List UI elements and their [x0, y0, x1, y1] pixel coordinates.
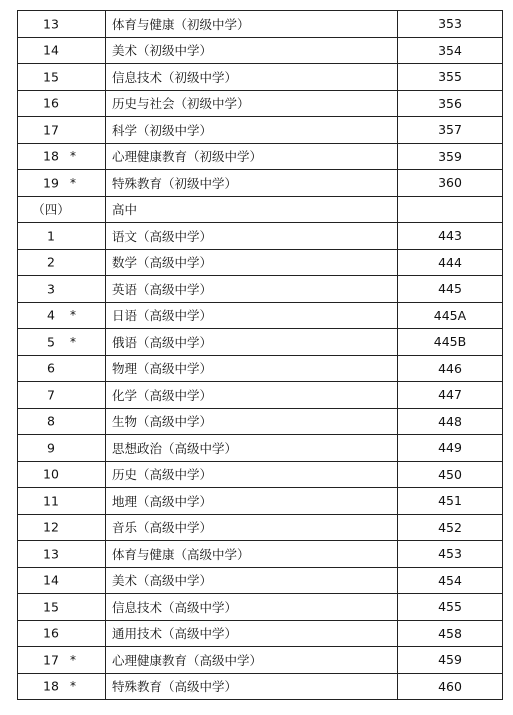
row-number-cell [18, 382, 106, 409]
table-row [18, 302, 503, 329]
row-number-cell [18, 435, 106, 462]
row-number: 7 [47, 387, 55, 403]
subject-name: 英语（高级中学） [106, 276, 398, 303]
row-number: 15 [43, 599, 59, 615]
table-row [18, 90, 503, 117]
row-number-cell [18, 620, 106, 647]
row-number-cell [18, 461, 106, 488]
table-row [18, 408, 503, 435]
row-number: 12 [43, 519, 59, 535]
subject-name: 信息技术（初级中学） [106, 64, 398, 91]
subject-code: 452 [398, 514, 503, 541]
subject-code: 359 [398, 143, 503, 170]
subject-code: 449 [398, 435, 503, 462]
row-number-cell [18, 117, 106, 144]
subject-name: 数学（高级中学） [106, 249, 398, 276]
row-number-cell [18, 594, 106, 621]
subject-code: 454 [398, 567, 503, 594]
subject-name: 体育与健康（高级中学） [106, 541, 398, 568]
row-number-cell [18, 541, 106, 568]
table-row [18, 249, 503, 276]
row-number-cell [18, 514, 106, 541]
subject-code: 455 [398, 594, 503, 621]
table-row [18, 461, 503, 488]
row-number: 18 [43, 678, 59, 694]
subject-code: 360 [398, 170, 503, 197]
row-number: 9 [47, 440, 55, 456]
row-number-cell [18, 90, 106, 117]
row-number: 10 [43, 466, 59, 482]
row-number: 11 [43, 493, 59, 509]
row-number: 16 [43, 95, 59, 111]
subject-name: 地理（高级中学） [106, 488, 398, 515]
subject-name: 历史与社会（初级中学） [106, 90, 398, 117]
table-row [18, 223, 503, 250]
subject-name: 体育与健康（初级中学） [106, 11, 398, 38]
row-number-cell [18, 143, 106, 170]
subject-code: 451 [398, 488, 503, 515]
subject-name: 心理健康教育（高级中学） [106, 647, 398, 674]
subject-code: 356 [398, 90, 503, 117]
table-row [18, 170, 503, 197]
row-number: 4 [47, 307, 55, 323]
subject-code: 355 [398, 64, 503, 91]
row-number-cell [18, 567, 106, 594]
table-row [18, 64, 503, 91]
row-number: 5 [47, 334, 55, 350]
subject-name: 思想政治（高级中学） [106, 435, 398, 462]
row-number: 14 [43, 42, 59, 58]
table-body [18, 11, 503, 700]
asterisk-mark: * [70, 679, 76, 694]
row-number: （四） [32, 202, 70, 218]
subject-code: 443 [398, 223, 503, 250]
row-number: 8 [47, 413, 55, 429]
table-row [18, 594, 503, 621]
row-number-cell [18, 223, 106, 250]
row-number: 1 [47, 228, 55, 244]
table-row [18, 647, 503, 674]
table-row [18, 673, 503, 700]
table-row [18, 37, 503, 64]
subject-code: 445B [398, 329, 503, 356]
subject-code: 453 [398, 541, 503, 568]
row-number-cell [18, 355, 106, 382]
row-number-cell [18, 488, 106, 515]
row-number-cell [18, 647, 106, 674]
row-number-cell [18, 11, 106, 38]
subject-name: 科学（初级中学） [106, 117, 398, 144]
subject-code: 458 [398, 620, 503, 647]
subject-code: 459 [398, 647, 503, 674]
row-number: 17 [43, 122, 59, 138]
row-number: 6 [47, 360, 55, 376]
subject-name: 通用技术（高级中学） [106, 620, 398, 647]
row-number-cell [18, 64, 106, 91]
table-row [18, 196, 503, 223]
subject-name: 生物（高级中学） [106, 408, 398, 435]
subject-name: 美术（初级中学） [106, 37, 398, 64]
table-row [18, 488, 503, 515]
subject-code: 445 [398, 276, 503, 303]
subject-code: 446 [398, 355, 503, 382]
subject-name: 语文（高级中学） [106, 223, 398, 250]
subject-name: 特殊教育（高级中学） [106, 673, 398, 700]
row-number: 13 [43, 16, 59, 32]
subject-code: 445A [398, 302, 503, 329]
row-number: 17 [43, 652, 59, 668]
table-row [18, 276, 503, 303]
row-number: 18 [43, 148, 59, 164]
subject-name: 高中 [106, 196, 398, 223]
subject-name: 日语（高级中学） [106, 302, 398, 329]
row-number: 16 [43, 625, 59, 641]
subject-code: 460 [398, 673, 503, 700]
table-row [18, 117, 503, 144]
table-row [18, 567, 503, 594]
subject-name: 物理（高级中学） [106, 355, 398, 382]
table-row [18, 541, 503, 568]
row-number-cell [18, 170, 106, 197]
subject-code: 444 [398, 249, 503, 276]
subject-name: 俄语（高级中学） [106, 329, 398, 356]
subject-name: 音乐（高级中学） [106, 514, 398, 541]
subject-code-table [17, 10, 503, 700]
row-number-cell [18, 329, 106, 356]
subject-name: 美术（高级中学） [106, 567, 398, 594]
subject-name: 心理健康教育（初级中学） [106, 143, 398, 170]
subject-code: 450 [398, 461, 503, 488]
table-row [18, 435, 503, 462]
table-row [18, 620, 503, 647]
asterisk-mark: * [70, 334, 76, 349]
asterisk-mark: * [70, 308, 76, 323]
table-row [18, 329, 503, 356]
row-number-cell [18, 302, 106, 329]
row-number-cell [18, 196, 106, 223]
row-number-cell [18, 249, 106, 276]
asterisk-mark: * [70, 175, 76, 190]
table-row [18, 514, 503, 541]
row-number: 2 [47, 254, 55, 270]
row-number: 14 [43, 572, 59, 588]
subject-name: 化学（高级中学） [106, 382, 398, 409]
row-number-cell [18, 276, 106, 303]
row-number-cell [18, 37, 106, 64]
subject-code: 357 [398, 117, 503, 144]
subject-name: 信息技术（高级中学） [106, 594, 398, 621]
table-row [18, 382, 503, 409]
subject-name: 特殊教育（初级中学） [106, 170, 398, 197]
subject-code: 353 [398, 11, 503, 38]
row-number: 19 [43, 175, 59, 191]
subject-name: 历史（高级中学） [106, 461, 398, 488]
table-row [18, 355, 503, 382]
row-number: 15 [43, 69, 59, 85]
row-number-cell [18, 408, 106, 435]
asterisk-mark: * [70, 149, 76, 164]
subject-code [398, 196, 503, 223]
row-number-cell [18, 673, 106, 700]
table-row [18, 11, 503, 38]
subject-code: 354 [398, 37, 503, 64]
subject-code: 447 [398, 382, 503, 409]
row-number: 3 [47, 281, 55, 297]
table-row [18, 143, 503, 170]
row-number: 13 [43, 546, 59, 562]
subject-code: 448 [398, 408, 503, 435]
asterisk-mark: * [70, 652, 76, 667]
